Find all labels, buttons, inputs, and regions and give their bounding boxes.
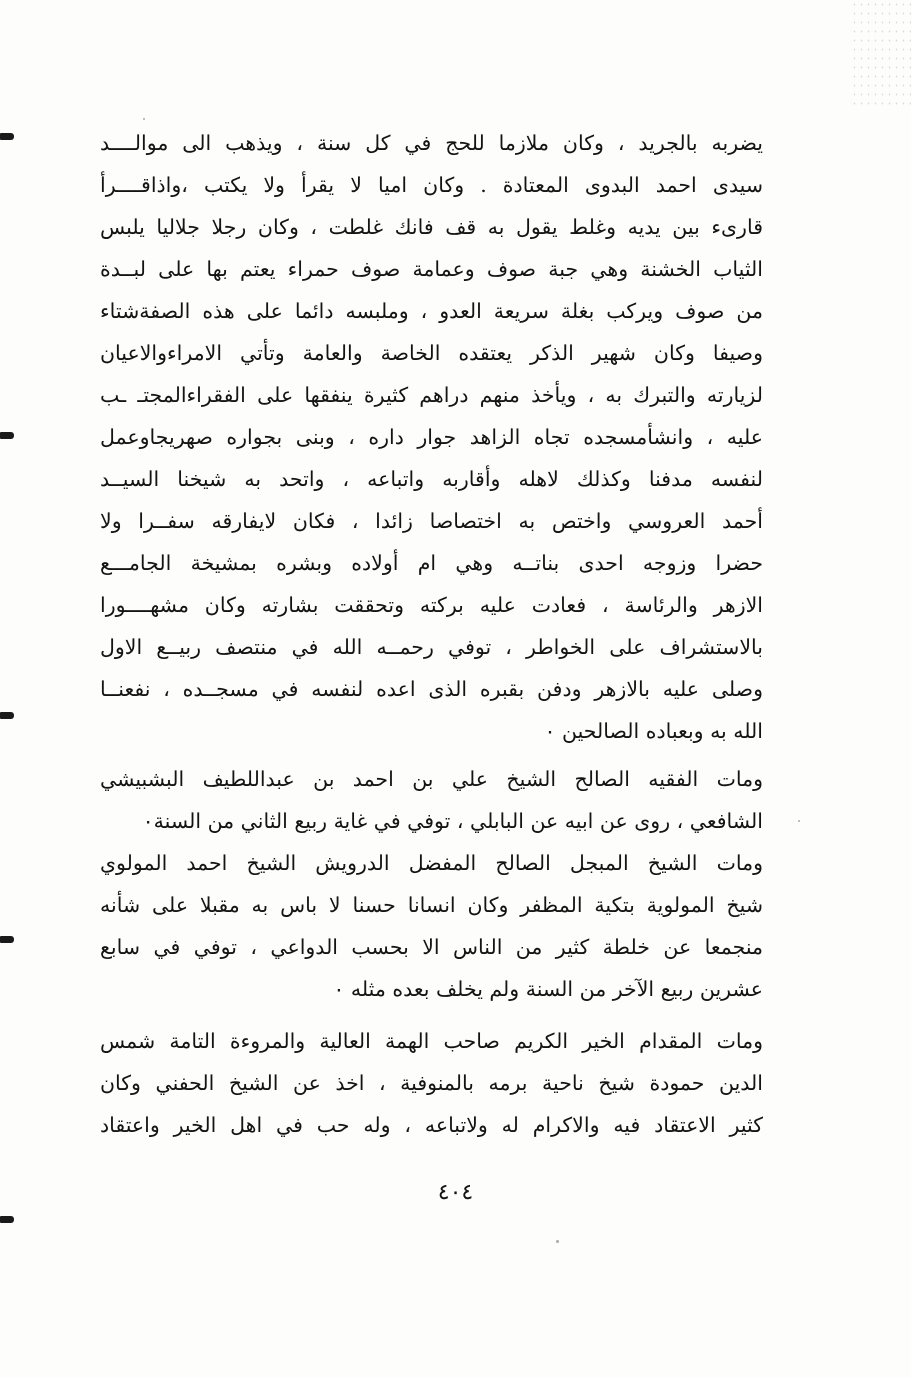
text-line: كثير الاعتقاد فيه والاكرام له ولاتباعه ، وله حب في اهل الخير واعتقاد [100,1113,763,1137]
binding-mark [0,712,14,719]
text-line: عليه ، وانشأمسجده تجاه الزاهد جوار داره ، وبنى بجواره صهريجاوعمل [100,425,763,449]
page-number: ٤٠٤ [437,1180,474,1205]
binding-mark [0,432,14,439]
text-line: ومات المقدام الخير الكريم صاحب الهمة العالية والمروءة التامة شمس [100,1029,763,1053]
binding-mark [0,936,14,943]
text-line: ومات الفقيه الصالح الشيخ علي بن احمد بن عبداللطيف البشبيشي [100,767,763,791]
text-line: الازهر والرئاسة ، فعادت عليه بركته وتحققت بشارته وكان مشهــــورا [100,593,763,617]
text-line: أحمد العروسي واختص به اختصاصا زائدا ، فكان لايفارقه سفــرا ولا [100,509,763,533]
text-line: عشرين ربيع الآخر من السنة ولم يخلف بعده مثله ٠ [333,977,763,1001]
scan-speck [556,1240,559,1243]
text-line: وصلى عليه بالازهر ودفن بقبره الذى اعده لنفسه في مسجــده ، نفعنــا [100,677,763,701]
binding-mark [0,1216,14,1223]
text-line: الدين حمودة شيخ ناحية برمه بالمنوفية ، اخذ عن الشيخ الحفني وكان [100,1071,763,1095]
text-line: حضرا وزوجه احدى بناتــه وهي ام أولاده وبشره بمشيخة الجامـــع [100,551,763,575]
text-line: الشافعي ، روى عن ابيه عن البابلي ، توفي في غاية ربيع الثاني من السنة٠ [142,809,763,833]
text-line: وصيفا وكان شهير الذكر يعتقده الخاصة والعامة وتأتي الامراءوالاعيان [100,341,763,365]
text-line: الثياب الخشنة وهي جبة صوف وعمامة صوف حمراء يعتم بها على لبــدة [100,257,763,281]
text-line: بالاستشراف على الخواطر ، توفي رحمــه الله في منتصف ربيــع الاول [100,635,763,659]
text-line: لنفسه مدفنا وكذلك لاهله وأقاربه واتباعه ، واتحد به شيخنا السيــد [100,467,763,491]
scan-speck [143,118,145,120]
paragraph-3 [100,842,763,1010]
paragraph-2 [100,758,763,842]
scan-noise [851,0,911,110]
scan-speck [798,820,800,822]
paragraph-1 [100,122,763,752]
text-line: ومات الشيخ المبجل الصالح المفضل الدرويش الشيخ احمد المولوي [100,851,763,875]
text-line: منجمعا عن خلطة كثير من الناس الا بحسب الدواعي ، توفي في سابع [100,935,763,959]
paragraph-4 [100,1020,763,1146]
text-line: قارىء بين يديه وغلط يقول به قف فانك غلطت ، وكان رجلا جلاليا يلبس [100,215,763,239]
text-line: الله به وبعباده الصالحين ٠ [544,719,763,743]
text-line: من صوف ويركب بغلة سريعة العدو ، وملبسه دائما على هذه الصفةشتاء [100,299,763,323]
text-line: سيدى احمد البدوى المعتادة . وكان اميا لا يقرأ ولا يكتب ،واذاقــــرأ [100,173,763,197]
binding-mark [0,133,14,140]
text-line: لزيارته والتبرك به ، ويأخذ منهم دراهم كثيرة ينفقها على الفقراءالمجتـ ـب [100,383,763,407]
text-line: شيخ المولوية بتكية المظفر وكان انسانا حسنا لا باس به مقبلا على شأنه [100,893,763,917]
text-line: يضربه بالجريد ، وكان ملازما للحج في كل سنة ، ويذهب الى موالــــد [100,131,763,155]
